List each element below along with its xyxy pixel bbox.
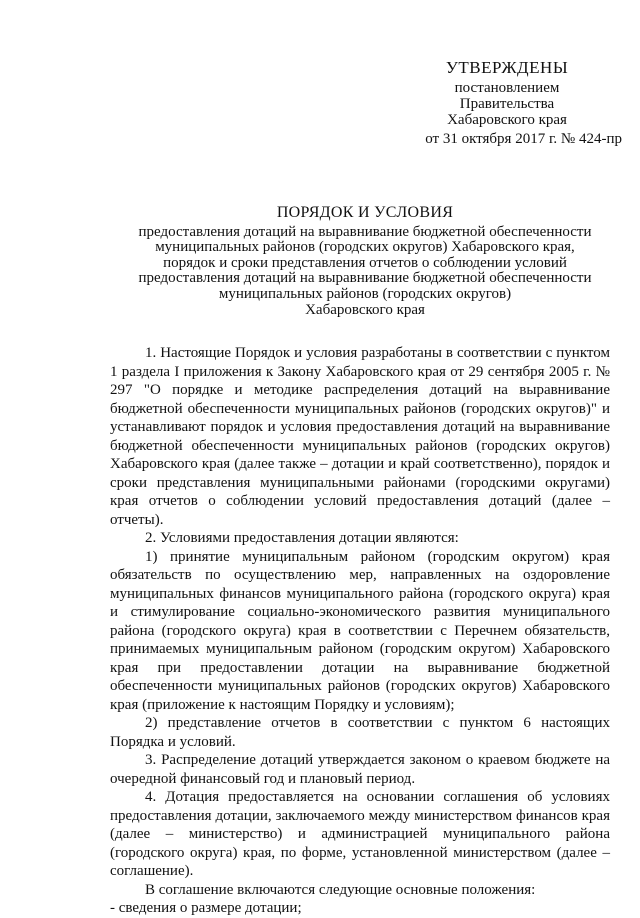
title-subline: порядок и сроки представления отчетов о соблюдении условий (163, 254, 567, 271)
title-subline: Хабаровского края (305, 301, 425, 318)
approval-line: Правительства (459, 96, 555, 112)
title-subline: муниципальных районов (городских округов) Хабаровского края, (155, 239, 575, 256)
title-subline: муниципальных районов (городских округов) (218, 285, 512, 302)
approval-line: Хабаровского края (447, 112, 567, 128)
approval-line: постановлением (454, 80, 560, 96)
approval-stamp (392, 60, 622, 147)
paragraph-2: 2. Условиями предоставления дотации являются: (145, 530, 459, 546)
paragraph-1: 1. Настоящие Порядок и условия разработаны в соответствии с пунктом 1 раздела I приложения к Закону Хабаровского края от 29 сентября 2005 г. № 297 "О порядке и методике распределения дотаций на выравнивание бюджетной обеспеченности муниципальных районов (городских округов)" и устанавливают порядок и условия предоставления дотаций на выравнивание бюджетной обеспеченности муниципальных районов (городских округов) Хабаровского края (далее также – дотации и край соответственно), порядок и сроки представления муниципальными районами (городскими округами) края отчетов о соблюдении условий предоставления дотаций (далее – отчеты). (110, 345, 610, 528)
paragraph-3: 3. Распределение дотаций утверждается законом о краевом бюджете на очередной финансовый год и плановый период. (110, 752, 610, 787)
title-subline: предоставления дотаций на выравнивание бюджетной обеспеченности (138, 223, 592, 240)
paragraph-4-intro: В соглашение включаются следующие основные положения: (145, 881, 536, 898)
document-title: ПОРЯДОК И УСЛОВИЯ (276, 204, 454, 221)
title-subline: предоставления дотаций на выравнивание бюджетной обеспеченности (138, 270, 592, 287)
document-body (110, 344, 610, 918)
approval-heading: УТВЕРЖДЕНЫ (445, 58, 569, 77)
paragraph-2-item-1: 1) принятие муниципальным районом (городским округом) края обязательств по осуществлению мер, направленных на оздоровление муниципальных финансов муниципального района (городского округа) края и стимулирование социально-экономического развития муниципального района (городского округа) края в соответствии с Перечнем обязательств, принимаемых муниципальным районом (городским округом) Хабаровского края при предоставлении дотации на выравнивание бюджетной обеспеченности муниципальных районов (городских округов) Хабаровского края (приложение к настоящим Порядку и условиям); (110, 548, 610, 713)
paragraph-2-item-2: 2) представление отчетов в соответствии с пунктом 6 настоящих Порядка и условий. (110, 715, 610, 750)
decree-date: от 31 октября 2017 г. № 424-пр (425, 131, 622, 147)
document-title-block (110, 205, 620, 318)
paragraph-4: 4. Дотация предоставляется на основании соглашения об условиях предоставления дотации, заключаемого между министерством финансов края (далее – министерство) и администрацией муниципального района (городского округа) края, по форме, установленной министерством (далее – соглашение). (110, 789, 610, 879)
paragraph-4-bullet: - сведения о размере дотации; (110, 900, 302, 916)
